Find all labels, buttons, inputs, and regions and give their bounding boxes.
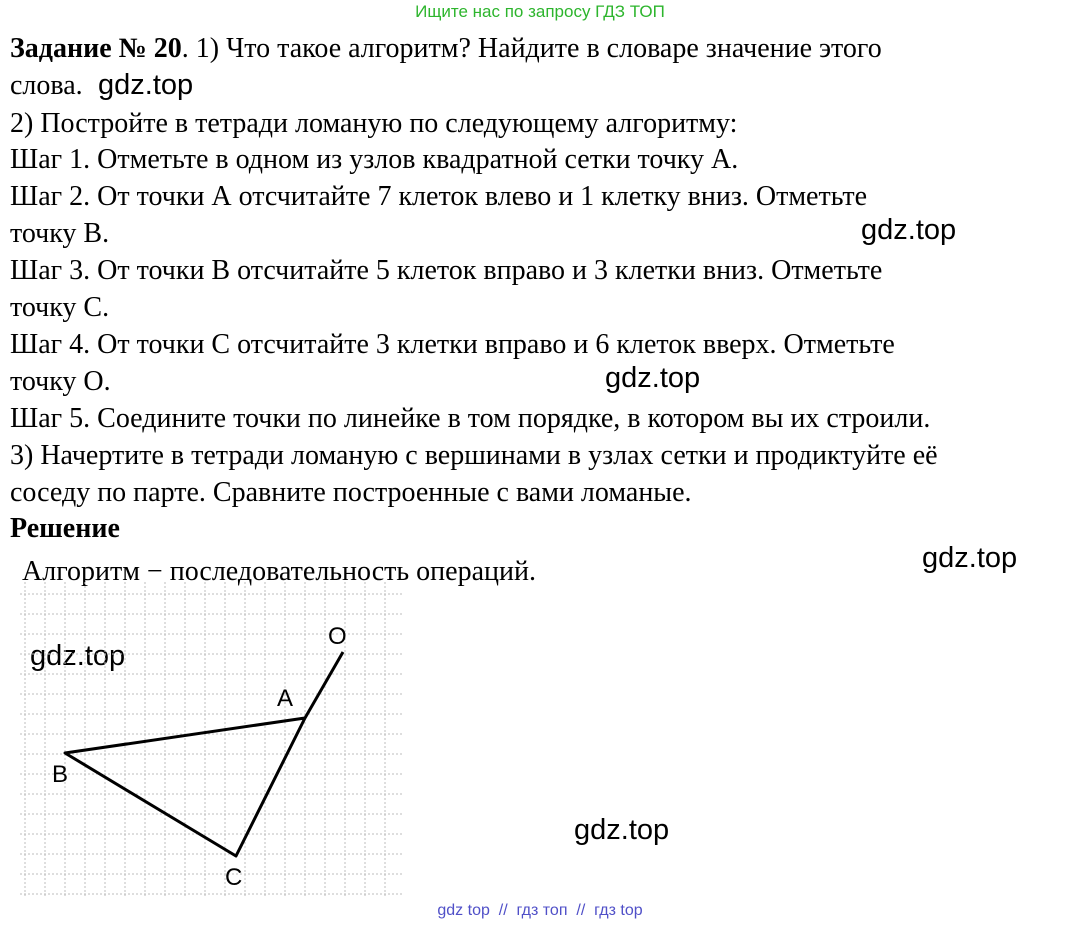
- watermark: gdz.top: [922, 542, 1018, 574]
- point-b-label: B: [52, 761, 69, 788]
- solution-heading: Решение: [10, 513, 120, 544]
- step-3-cont: точку С.: [10, 292, 110, 323]
- step-4: Шаг 4. От точки С отсчитайте 3 клетки вправо и 6 клеток вверх. Отметьте: [10, 329, 895, 360]
- task-number: Задание № 20: [10, 33, 182, 64]
- step-3: Шаг 3. От точки В отсчитайте 5 клеток вправо и 3 клетки вниз. Отметьте: [10, 255, 883, 286]
- solution-answer: Алгоритм − последовательность операций.: [22, 556, 536, 587]
- task-line-2: слова.: [10, 70, 83, 101]
- step-5: Шаг 5. Соедините точки по линейке в том порядке, в котором вы их строили.: [10, 403, 931, 434]
- step-4-cont: точку О.: [10, 366, 111, 397]
- point-o-label: O: [328, 623, 347, 650]
- top-banner: Ищите нас по запросу ГДЗ ТОП: [415, 2, 665, 21]
- footer-links: gdz top // гдз топ // гдз top: [437, 902, 643, 919]
- polyline-figure: [20, 582, 402, 896]
- task-part-3: 3) Начертите в тетради ломаную с вершинами в узлах сетки и продиктуйте её: [10, 440, 938, 471]
- task-question-1: . 1) Что такое алгоритм? Найдите в словаре значение этого: [181, 33, 882, 64]
- task-part-3-cont: соседу по парте. Сравните построенные с вами ломаные.: [10, 477, 692, 508]
- step-1: Шаг 1. Отметьте в одном из узлов квадратной сетки точку А.: [10, 144, 739, 175]
- watermark: gdz.top: [605, 362, 701, 394]
- watermark: gdz.top: [30, 640, 126, 672]
- step-2: Шаг 2. От точки А отсчитайте 7 клеток влево и 1 клетку вниз. Отметьте: [10, 181, 868, 212]
- watermark: gdz.top: [98, 69, 194, 101]
- point-c-label: C: [225, 864, 243, 891]
- task-line-1: [10, 35, 882, 63]
- point-a-label: A: [277, 685, 294, 712]
- watermark: gdz.top: [861, 214, 957, 246]
- watermark: gdz.top: [574, 814, 670, 846]
- step-2-cont: точку В.: [10, 218, 110, 249]
- task-line-3: 2) Постройте в тетради ломаную по следующему алгоритму:: [10, 108, 738, 139]
